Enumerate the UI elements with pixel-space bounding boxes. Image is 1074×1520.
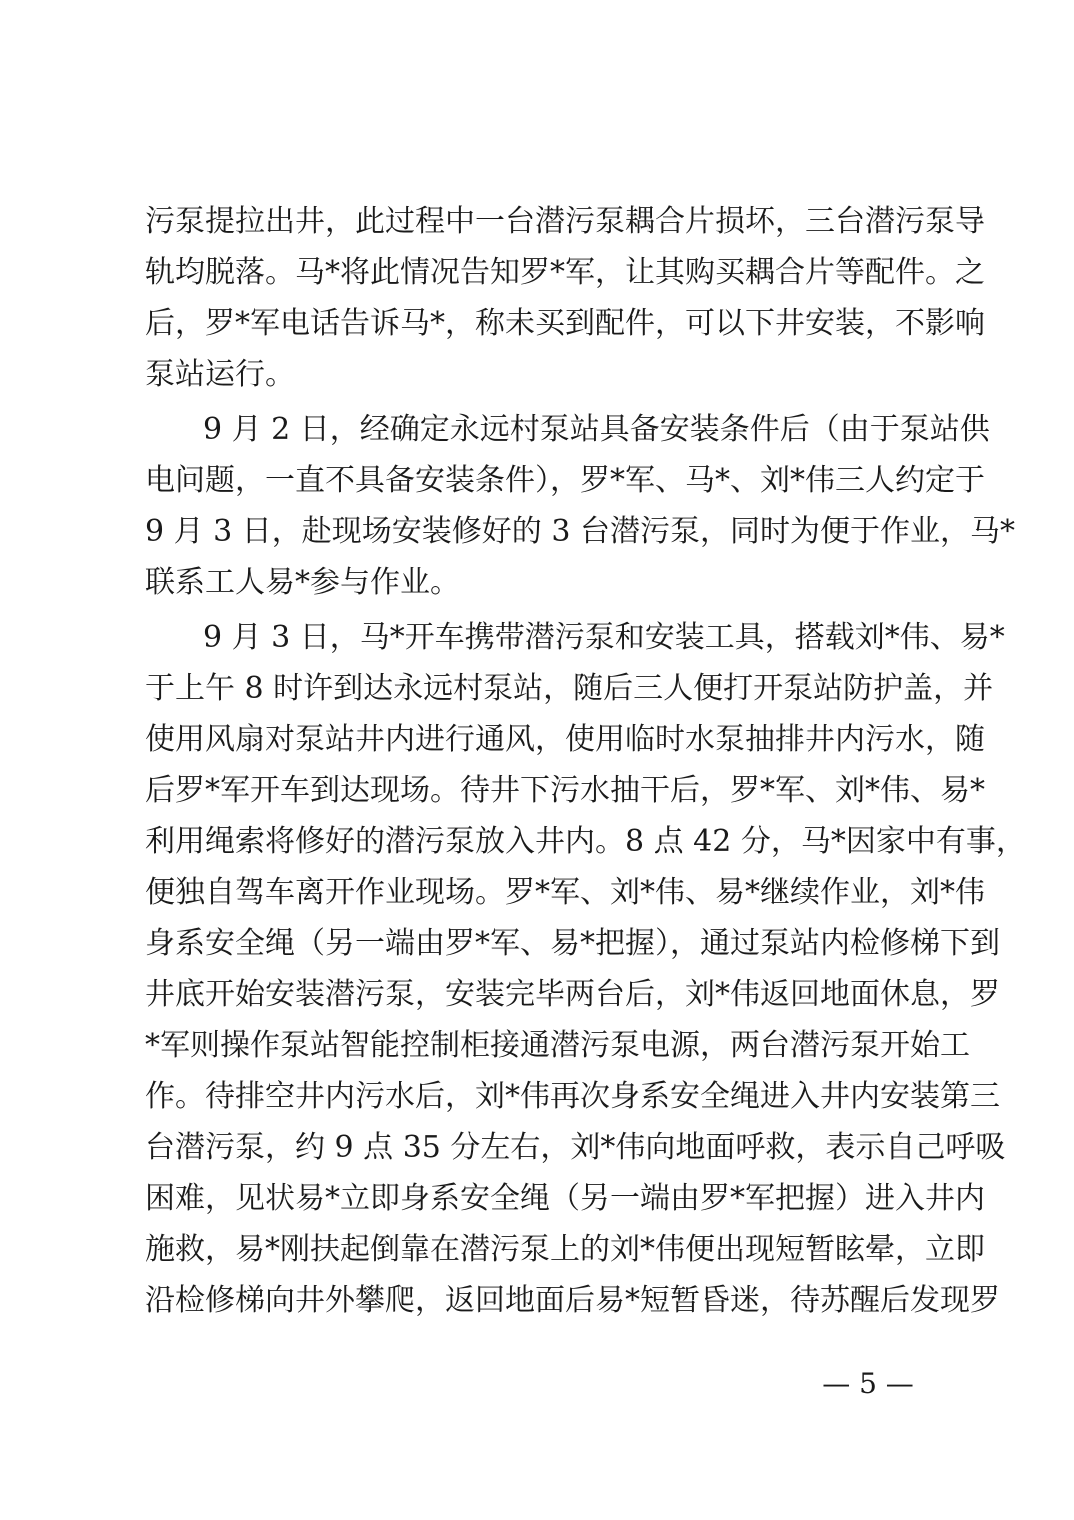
text-line: 9 月 2 日，经确定永远村泵站具备安装条件后（由于泵站供 [203,412,990,447]
text-line: 沿检修梯向井外攀爬，返回地面后易*短暂昏迷，待苏醒后发现罗 [145,1283,1000,1318]
text-line: 后，罗*军电话告诉马*，称未买到配件，可以下井安装，不影响 [145,306,985,341]
text-line: 作。待排空井内污水后，刘*伟再次身系安全绳进入井内安装第三 [145,1079,1000,1114]
text-line: 泵站运行。 [145,357,295,392]
text-line: *军则操作泵站智能控制柜接通潜污泵电源，两台潜污泵开始工 [145,1028,970,1063]
text-line: 施救，易*刚扶起倒靠在潜污泵上的刘*伟便出现短暂眩晕，立即 [145,1232,985,1267]
text-line: 台潜污泵，约 9 点 35 分左右，刘*伟向地面呼救，表示自己呼吸 [145,1130,1006,1165]
text-line: 利用绳索将修好的潜污泵放入井内。8 点 42 分，马*因家中有事， [145,824,1026,859]
page-number: — 5 — [822,1367,914,1400]
text-line: 后罗*军开车到达现场。待井下污水抽干后，罗*军、刘*伟、易* [145,773,985,808]
text-line: 9 月 3 日，马*开车携带潜污泵和安装工具，搭载刘*伟、易* [203,620,1005,655]
text-line: 电问题，一直不具备安装条件），罗*军、马*、刘*伟三人约定于 [145,463,985,498]
text-line: 9 月 3 日，赴现场安装修好的 3 台潜污泵，同时为便于作业，马* [145,514,1015,549]
body-text [145,196,1026,1326]
text-line: 井底开始安装潜污泵，安装完毕两台后，刘*伟返回地面休息，罗 [145,977,1000,1012]
text-line: 使用风扇对泵站井内进行通风，使用临时水泵抽排井内污水，随 [145,722,985,757]
text-line: 困难，见状易*立即身系安全绳（另一端由罗*军把握）进入井内 [145,1181,985,1216]
text-line: 轨均脱落。马*将此情况告知罗*军，让其购买耦合片等配件。之 [145,255,985,290]
text-line: 身系安全绳（另一端由罗*军、易*把握），通过泵站内检修梯下到 [145,926,1000,961]
text-line: 于上午 8 时许到达永远村泵站，随后三人便打开泵站防护盖，并 [145,671,994,706]
text-line: 联系工人易*参与作业。 [145,565,460,600]
text-line: 污泵提拉出井，此过程中一台潜污泵耦合片损坏，三台潜污泵导 [145,204,985,239]
text-line: 便独自驾车离开作业现场。罗*军、刘*伟、易*继续作业，刘*伟 [145,875,985,910]
